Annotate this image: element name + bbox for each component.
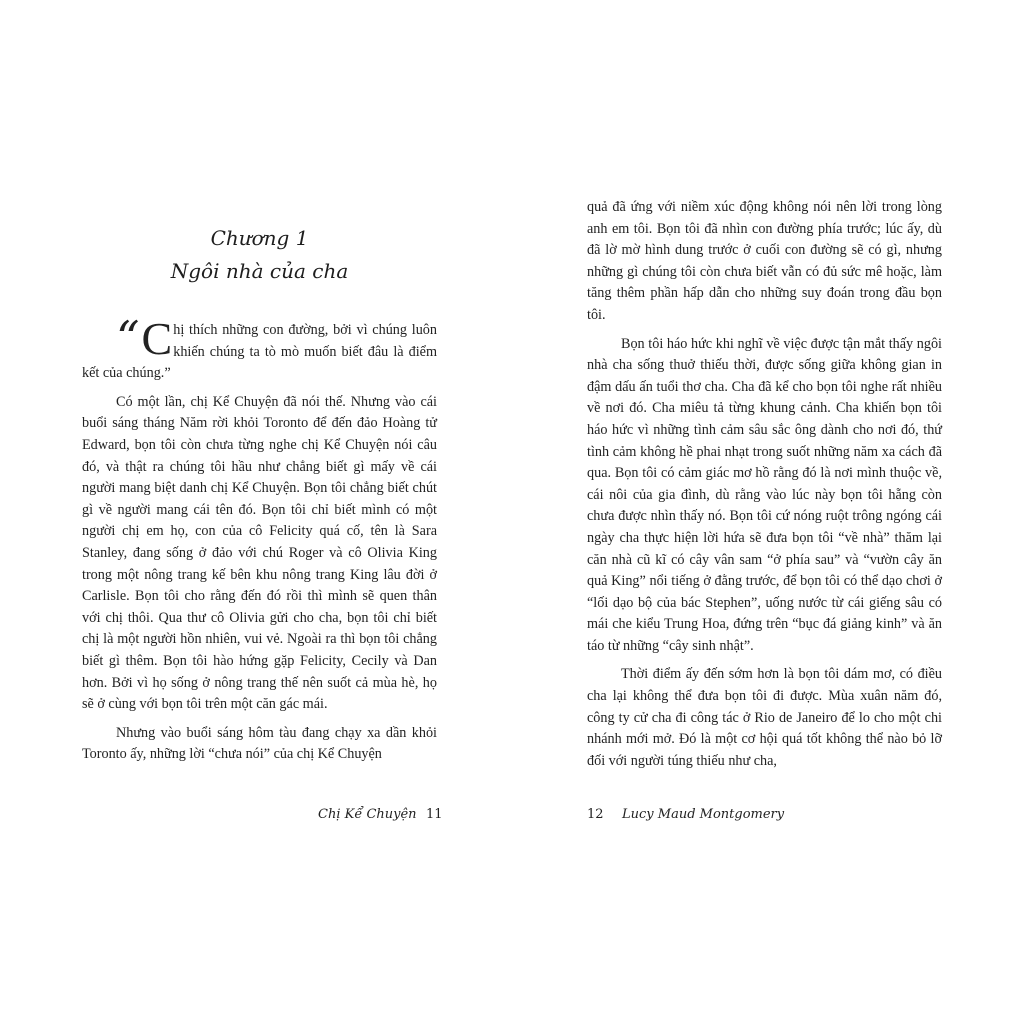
right-body-text [587, 197, 942, 779]
opening-quote-mark: “ [116, 311, 140, 365]
left-body-text [82, 311, 437, 773]
epigraph-text: hị thích những con đường, bởi vì chúng luôn khiến chúng ta tò mò muốn biết đâu là điểm kết của chúng.” [82, 322, 437, 382]
running-title: Chị Kể Chuyện [318, 807, 417, 822]
page-number: 11 [426, 807, 443, 822]
body-paragraph: Có một lần, chị Kể Chuyện đã nói thế. Nhưng vào cái buổi sáng tháng Năm rời khỏi Toronto để đến đảo Hoàng tử Edward, bọn tôi còn chưa từng nghe chị Kể Chuyện nói câu đó, và thật ra chúng tôi hầu như chẳng biết gì mấy về cái người mang biệt danh chị Kể Chuyện. Bọn tôi chẳng biết chút gì về người mang cái tên đó. Bọn tôi chỉ biết mình có một người chị em họ, con của cô Felicity quá cố, tên là Sara Stanley, đang sống ở đảo với chú Roger và cô Olivia King trong một nông trang kế bên khu nông trang King lâu đời ở Carlisle. Bọn tôi cho rằng đến đó rồi thì mình sẽ quen thân với chị thôi. Qua thư cô Olivia gửi cho cha, bọn tôi chỉ biết chị là một người hồn nhiên, vui vẻ. Ngoài ra thì bọn tôi chẳng biết gì thêm. Bọn tôi hào hứng gặp Felicity, Cecily và Dan hơn. Bởi vì họ sống ở nông trang thế nên suốt cả mùa hè, họ sẽ ở cùng với bọn tôi trên một căn gác mái. [82, 393, 437, 713]
epigraph-paragraph [82, 311, 437, 385]
chapter-heading [82, 222, 437, 288]
body-paragraph: Bọn tôi háo hức khi nghĩ về việc được tận mắt thấy ngôi nhà cha sống thuở thiếu thời, được sống giữa không gian in đậm dấu ấn tuổi thơ cha. Cha đã kể cho bọn tôi nghe rất nhiều về nơi đó. Cha miêu tả từng khung cảnh. Cha khiến bọn tôi háo hức vì những tình cảm sâu sắc ông dành cho nơi đó, thứ tình cảm không hề phai nhạt trong suốt những năm xa cách đã qua. Bọn tôi có cảm giác mơ hồ rằng đó là nơi mình thuộc về, cái nôi của gia đình, dù rằng vào lúc này bọn tôi hẵng còn chưa được nhìn thấy nó. Bọn tôi cứ nóng ruột trông ngóng cái ngày cha thực hiện lời hứa sẽ đưa bọn tôi “về nhà” thăm lại căn nhà cũ kĩ có cây vân sam “ở phía sau” và “vườn cây ăn quả King” nổi tiếng ở đằng trước, để bọn tôi có thể dạo chơi ở “lối dạo bộ của bác Stephen”, uống nước từ cái giếng sâu có mái che kiểu Trung Hoa, đứng trên “bục đá giảng kinh” và ăn táo từ những “cây sinh nhật”. [587, 335, 942, 654]
chapter-title: Ngôi nhà của cha [170, 259, 349, 283]
running-author: Lucy Maud Montgomery [622, 807, 785, 822]
continued-paragraph: quả đã ứng với niềm xúc động không nói nên lời trong lòng anh em tôi. Bọn tôi đã nhìn con đường phía trước; lúc ấy, dù đã lờ mờ hình dung trước ở cuối con đường sẽ có gì, nhưng những gì chúng tôi còn chưa biết vẫn có đủ sức mê hoặc, làm tăng thêm phần hấp dẫn cho những suy đoán trong đầu bọn tôi. [587, 199, 942, 323]
page-number: 12 [587, 807, 604, 822]
body-paragraph: Thời điểm ấy đến sớm hơn là bọn tôi dám mơ, có điều cha lại không thể đưa bọn tôi đi được. Mùa xuân năm đó, công ty cử cha đi công tác ở Rio de Janeiro để lo cho một chi nhánh mới mở. Đó là một cơ hội quá tốt không thể nào bỏ lỡ đối với người túng thiếu như cha, [587, 666, 942, 769]
body-paragraph: Nhưng vào buổi sáng hôm tàu đang chạy xa dần khỏi Toronto ấy, những lời “chưa nói” của chị Kể Chuyện [82, 724, 437, 763]
chapter-number: Chương 1 [210, 226, 309, 250]
drop-cap: C [141, 313, 173, 364]
